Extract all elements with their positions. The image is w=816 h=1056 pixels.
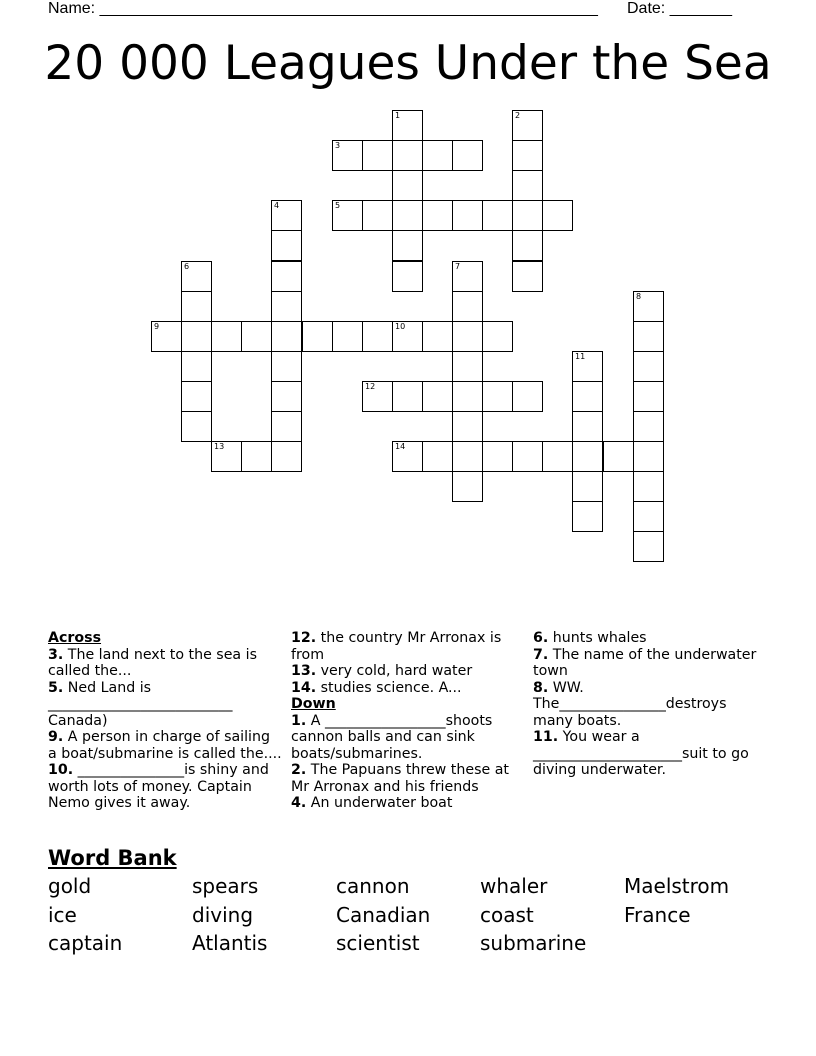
crossword-cell[interactable] bbox=[572, 441, 603, 472]
crossword-cell[interactable] bbox=[271, 261, 302, 292]
crossword-cell[interactable] bbox=[392, 321, 423, 352]
clue-across-3: 3. The land next to the sea is called the... bbox=[48, 646, 257, 679]
clue-across-9: 9. A person in charge of sailing a boat/submarine is called the.... bbox=[48, 729, 282, 762]
name-line: ________________________________________________________ bbox=[99, 0, 598, 17]
word-bank-word: whaler bbox=[480, 874, 548, 898]
clue-number: 2 bbox=[515, 111, 521, 120]
name-label: Name: bbox=[48, 0, 96, 17]
word-bank-word: France bbox=[624, 903, 691, 927]
crossword-cell[interactable] bbox=[392, 441, 423, 472]
clue-across-12: 12. the country Mr Arronax is from bbox=[291, 630, 502, 663]
crossword-cell[interactable] bbox=[392, 381, 423, 412]
crossword-cell[interactable] bbox=[392, 110, 423, 141]
word-bank-word: Atlantis bbox=[192, 931, 268, 955]
crossword-cell[interactable] bbox=[452, 321, 483, 352]
crossword-cell[interactable] bbox=[452, 140, 483, 171]
crossword-cell[interactable] bbox=[271, 381, 302, 412]
clue-down-8: 8. WW. The_______________destroys many boats. bbox=[533, 679, 727, 729]
crossword-cell[interactable] bbox=[572, 351, 603, 382]
crossword-cell[interactable] bbox=[452, 471, 483, 502]
clue-down-7: 7. The name of the underwater town bbox=[533, 646, 757, 679]
crossword-cell[interactable] bbox=[633, 531, 664, 562]
crossword-cell[interactable] bbox=[633, 381, 664, 412]
clue-number: 11 bbox=[575, 352, 586, 361]
crossword-cell[interactable] bbox=[572, 471, 603, 502]
crossword-cell[interactable] bbox=[392, 261, 423, 292]
crossword-cell[interactable] bbox=[392, 230, 423, 261]
crossword-cell[interactable] bbox=[603, 441, 634, 472]
clue-number: 8 bbox=[636, 292, 642, 301]
crossword-cell[interactable] bbox=[452, 351, 483, 382]
clue-across-5: 5. Ned Land is __________________________ Canada) bbox=[48, 679, 233, 729]
crossword-cell[interactable] bbox=[362, 200, 393, 231]
crossword-cell[interactable] bbox=[302, 321, 333, 352]
word-bank-word: ice bbox=[48, 903, 77, 927]
page-title: 20 000 Leagues Under the Sea bbox=[44, 36, 772, 91]
crossword-cell[interactable] bbox=[482, 441, 513, 472]
clue-across-10: 10. _______________is shiny and worth lots of money. Captain Nemo gives it away. bbox=[48, 762, 269, 811]
clue-across-14: 14. studies science. A... bbox=[291, 679, 462, 696]
clue-number: 3 bbox=[335, 141, 341, 150]
crossword-cell[interactable] bbox=[362, 140, 393, 171]
crossword-cell[interactable] bbox=[482, 200, 513, 231]
crossword-cell[interactable] bbox=[332, 140, 363, 171]
crossword-cell[interactable] bbox=[422, 200, 453, 231]
word-bank-word: scientist bbox=[336, 931, 420, 955]
crossword-cell[interactable] bbox=[633, 441, 664, 472]
crossword-cell[interactable] bbox=[452, 381, 483, 412]
crossword-cell[interactable] bbox=[392, 140, 423, 171]
word-bank-word: captain bbox=[48, 931, 123, 955]
crossword-cell[interactable] bbox=[422, 381, 453, 412]
crossword-cell[interactable] bbox=[392, 170, 423, 201]
crossword-cell[interactable] bbox=[181, 381, 212, 412]
clue-down-11: 11. You wear a _____________________suit to go diving underwater. bbox=[533, 729, 749, 778]
clue-down-1: 1. A _________________shoots cannon balls and can sink boats/submarines. bbox=[291, 712, 493, 762]
crossword-cell[interactable] bbox=[271, 441, 302, 472]
crossword-cell[interactable] bbox=[181, 261, 212, 292]
crossword-cell[interactable] bbox=[542, 200, 573, 231]
crossword-cell[interactable] bbox=[633, 471, 664, 502]
clue-column-1 bbox=[48, 630, 283, 812]
crossword-cell[interactable] bbox=[151, 321, 182, 352]
crossword-cell[interactable] bbox=[181, 321, 212, 352]
crossword-cell[interactable] bbox=[452, 261, 483, 292]
word-bank-word: cannon bbox=[336, 874, 410, 898]
crossword-cell[interactable] bbox=[271, 321, 302, 352]
clue-column-3 bbox=[533, 630, 768, 779]
clue-number: 1 bbox=[395, 111, 401, 120]
crossword-cell[interactable] bbox=[332, 200, 363, 231]
crossword-cell[interactable] bbox=[452, 291, 483, 322]
down-heading: Down bbox=[291, 696, 336, 712]
clue-number: 12 bbox=[365, 382, 376, 391]
crossword-cell[interactable] bbox=[512, 140, 543, 171]
clue-down-2: 2. The Papuans threw these at Mr Arronax and his friends bbox=[291, 762, 509, 795]
clue-number: 10 bbox=[395, 322, 406, 331]
crossword-cell[interactable] bbox=[633, 411, 664, 442]
crossword-cell[interactable] bbox=[512, 261, 543, 292]
crossword-cell[interactable] bbox=[512, 230, 543, 261]
crossword-cell[interactable] bbox=[422, 441, 453, 472]
clue-number: 13 bbox=[214, 442, 225, 451]
crossword-cell[interactable] bbox=[422, 321, 453, 352]
crossword-cell[interactable] bbox=[422, 140, 453, 171]
crossword-cell[interactable] bbox=[512, 170, 543, 201]
clue-column-2 bbox=[291, 630, 526, 812]
crossword-cell[interactable] bbox=[633, 321, 664, 352]
crossword-cell[interactable] bbox=[482, 381, 513, 412]
crossword-cell[interactable] bbox=[362, 381, 393, 412]
crossword-cell[interactable] bbox=[512, 441, 543, 472]
clue-across-13: 13. very cold, hard water bbox=[291, 663, 473, 679]
crossword-cell[interactable] bbox=[542, 441, 573, 472]
crossword-cell[interactable] bbox=[332, 321, 363, 352]
crossword-cell[interactable] bbox=[392, 200, 423, 231]
crossword-cell[interactable] bbox=[572, 381, 603, 412]
word-bank-word: Maelstrom bbox=[624, 874, 730, 898]
crossword-cell[interactable] bbox=[271, 411, 302, 442]
crossword-cell[interactable] bbox=[271, 351, 302, 382]
crossword-cell[interactable] bbox=[572, 501, 603, 532]
crossword-cell[interactable] bbox=[512, 110, 543, 141]
word-bank-title: Word Bank bbox=[48, 846, 177, 870]
crossword-cell[interactable] bbox=[271, 230, 302, 261]
word-bank-word: gold bbox=[48, 874, 92, 898]
crossword-cell[interactable] bbox=[271, 200, 302, 231]
word-bank-word: coast bbox=[480, 903, 534, 927]
crossword-cell[interactable] bbox=[271, 291, 302, 322]
crossword-cell[interactable] bbox=[452, 200, 483, 231]
clue-number: 5 bbox=[335, 201, 341, 210]
crossword-cell[interactable] bbox=[452, 411, 483, 442]
word-bank-word: spears bbox=[192, 874, 259, 898]
word-bank-word: Canadian bbox=[336, 903, 431, 927]
crossword-cell[interactable] bbox=[211, 441, 242, 472]
date-label: Date: bbox=[627, 0, 666, 17]
word-bank-word: submarine bbox=[480, 931, 587, 955]
crossword-cell[interactable] bbox=[241, 441, 272, 472]
crossword-cell[interactable] bbox=[181, 291, 212, 322]
clue-down-4: 4. An underwater boat bbox=[291, 795, 453, 811]
crossword-cell[interactable] bbox=[512, 200, 543, 231]
crossword-cell[interactable] bbox=[572, 411, 603, 442]
word-bank-word: diving bbox=[192, 903, 254, 927]
crossword-cell[interactable] bbox=[482, 321, 513, 352]
crossword-cell[interactable] bbox=[362, 321, 393, 352]
crossword-cell[interactable] bbox=[241, 321, 272, 352]
clue-number: 7 bbox=[455, 262, 461, 271]
crossword-cell[interactable] bbox=[181, 351, 212, 382]
clue-number: 9 bbox=[154, 322, 160, 331]
clue-number: 6 bbox=[184, 262, 190, 271]
crossword-cell[interactable] bbox=[181, 411, 212, 442]
crossword-cell[interactable] bbox=[633, 351, 664, 382]
clue-number: 14 bbox=[395, 442, 406, 451]
clue-down-6: 6. hunts whales bbox=[533, 630, 647, 646]
crossword-cell[interactable] bbox=[211, 321, 242, 352]
crossword-cell[interactable] bbox=[512, 381, 543, 412]
date-line: _______ bbox=[669, 0, 732, 17]
crossword-cell[interactable] bbox=[633, 291, 664, 322]
clue-number: 4 bbox=[274, 201, 280, 210]
crossword-cell[interactable] bbox=[633, 501, 664, 532]
across-heading: Across bbox=[48, 630, 102, 646]
crossword-cell[interactable] bbox=[452, 441, 483, 472]
